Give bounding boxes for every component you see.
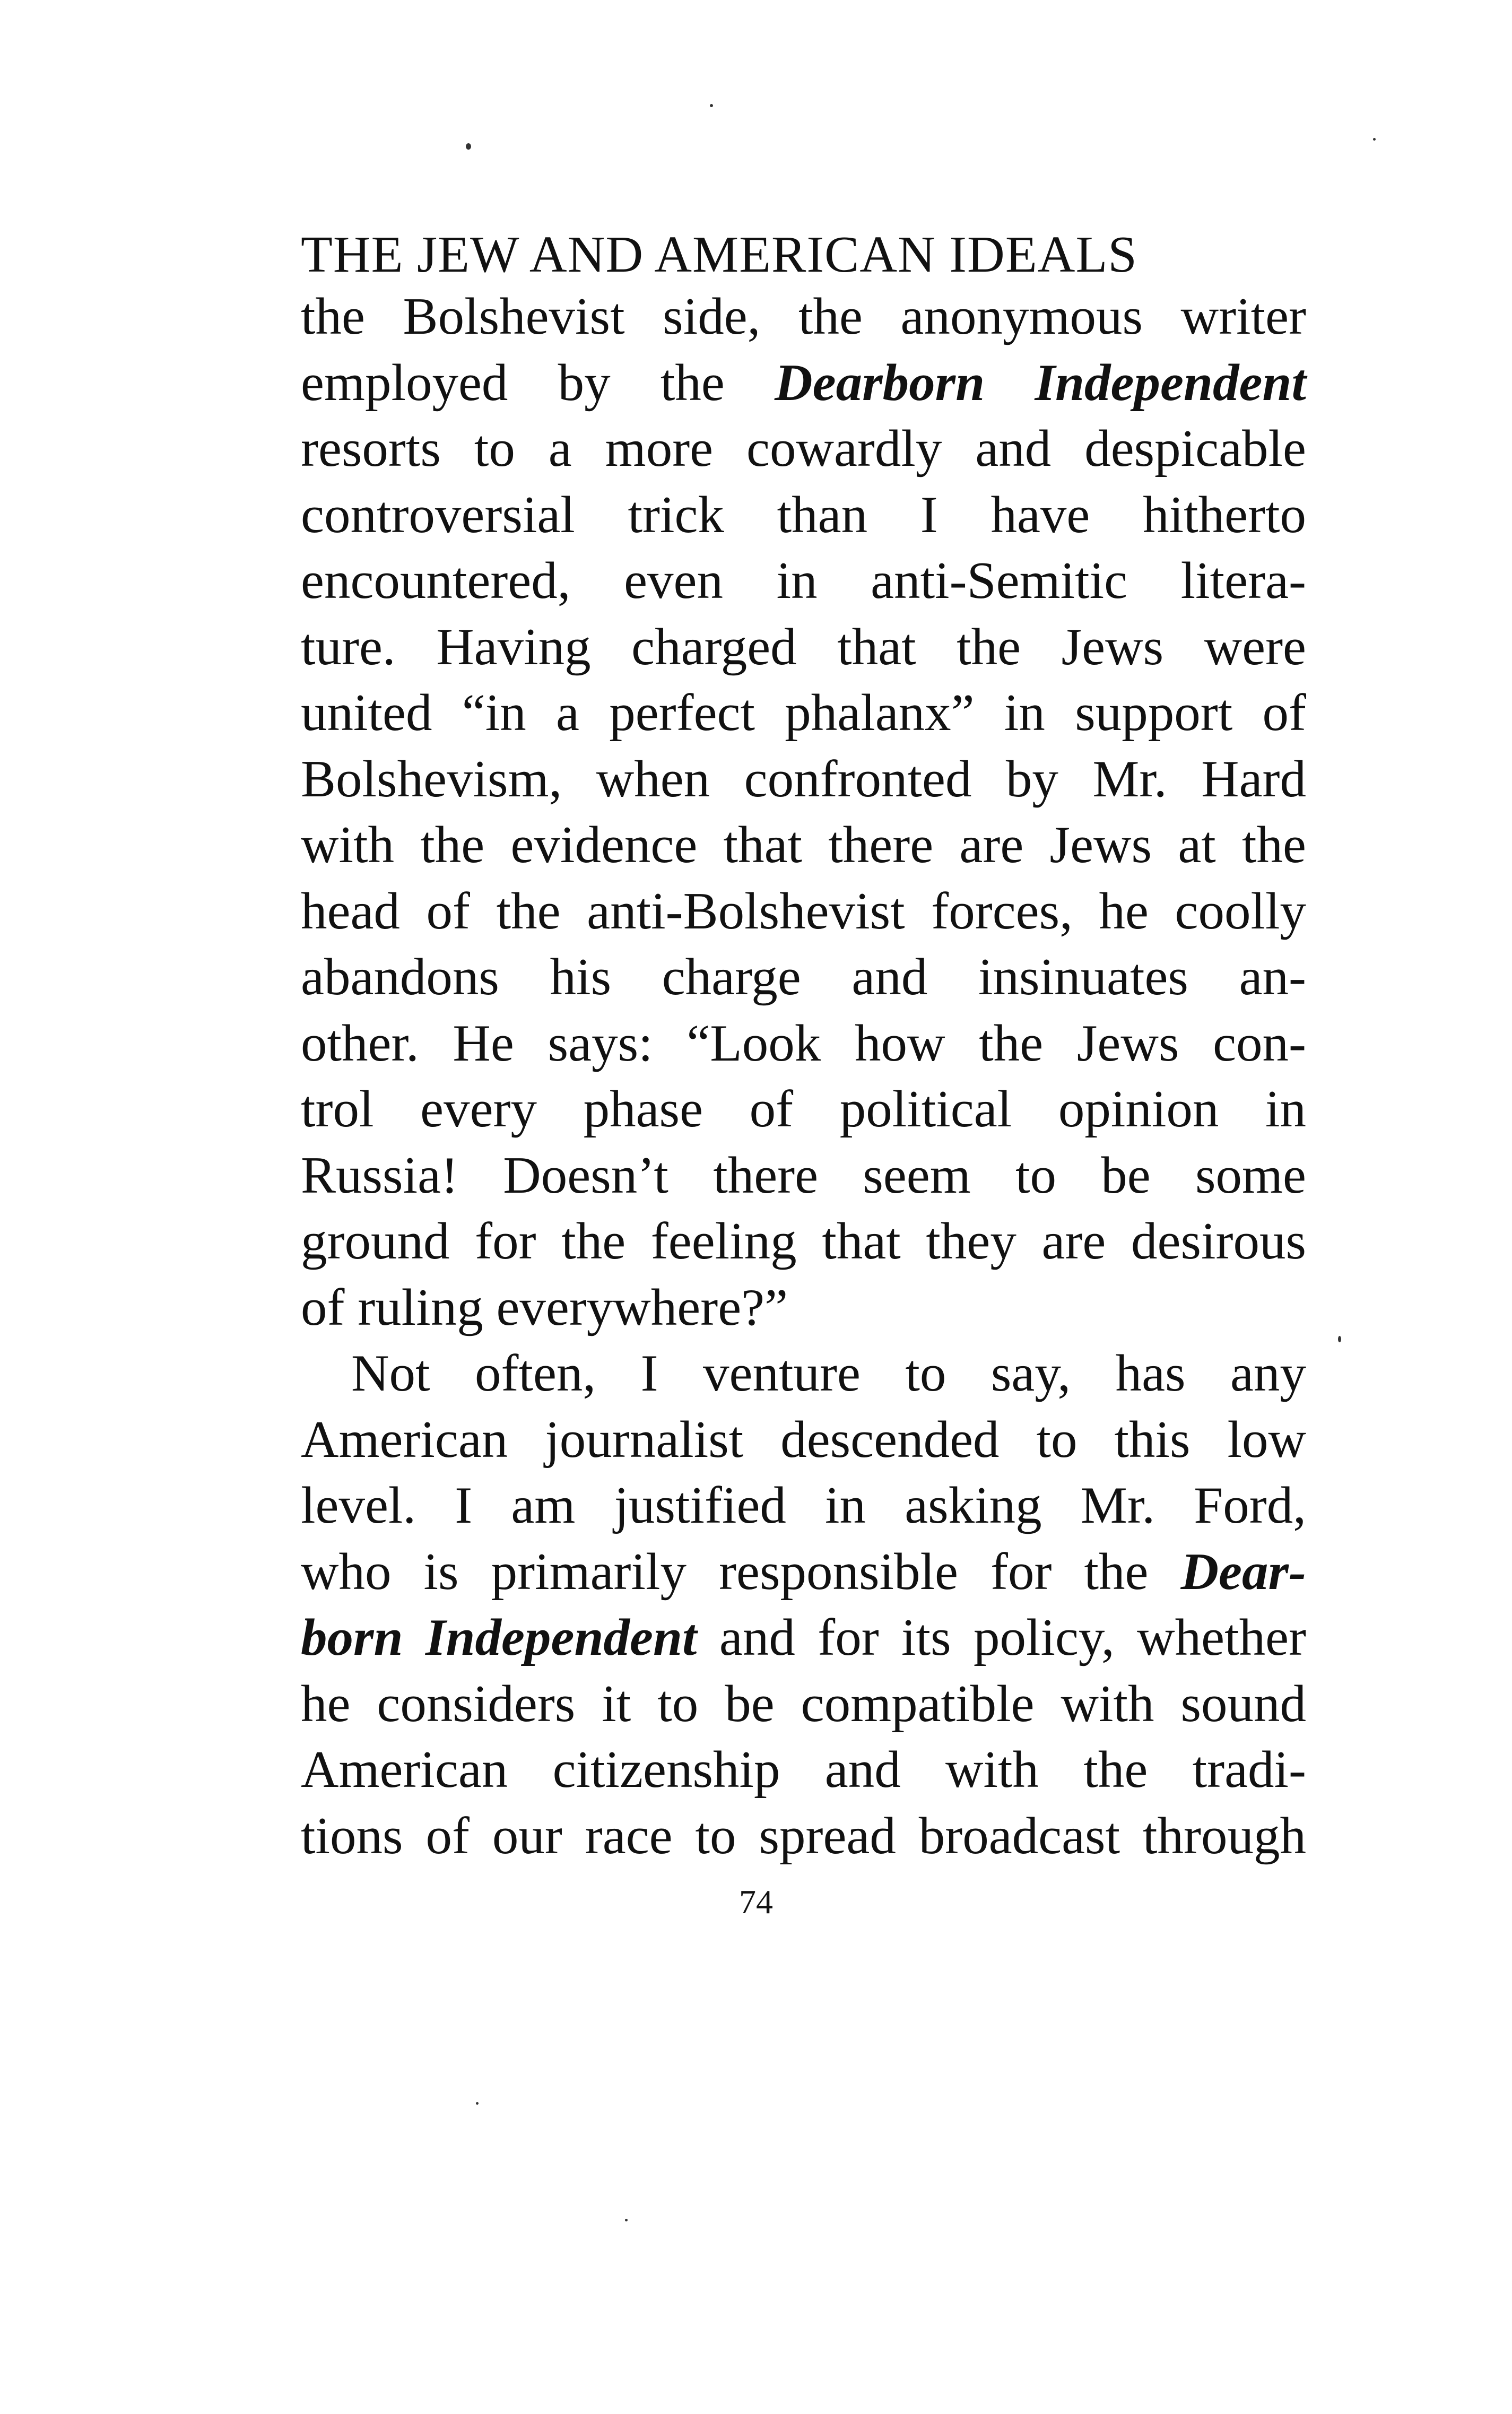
text-line: trol every phase of political opinion in <box>301 1080 1306 1138</box>
text-line: who is primarily responsible for the Dear- <box>301 1542 1306 1601</box>
scan-speck <box>1373 138 1376 141</box>
italic-title: born Independent <box>301 1609 697 1666</box>
text-line: ground for the feeling that they are desirous <box>301 1212 1306 1270</box>
text-line: born Independent and for its policy, whether <box>301 1609 1306 1666</box>
text-line: tions of our race to spread broadcast through <box>301 1807 1306 1865</box>
text-line: American citizenship and with the tradi- <box>301 1741 1306 1799</box>
scan-speck <box>466 143 471 150</box>
text-line: abandons his charge and insinuates an- <box>301 948 1306 1006</box>
text-line: the Bolshevist side, the anonymous writer <box>301 288 1306 345</box>
text-line: he considers it to be compatible with sound <box>301 1674 1306 1733</box>
text-line: head of the anti-Bolshevist forces, he coolly <box>301 882 1306 940</box>
page-number: 74 <box>739 1883 773 1921</box>
text-line: employed by the Dearborn Independent <box>301 353 1306 412</box>
text-line: Not often, I venture to say, has any <box>351 1344 1306 1402</box>
text-line: of ruling everywhere?” <box>301 1278 788 1336</box>
text-line: level. I am justified in asking Mr. Ford, <box>301 1477 1306 1534</box>
body-text <box>301 284 1306 1869</box>
scan-speck <box>625 2219 628 2221</box>
text-line: other. He says: “Look how the Jews con- <box>301 1014 1306 1072</box>
italic-title: Dearborn Independent <box>775 353 1306 412</box>
scan-speck <box>710 104 713 107</box>
text-line: encountered, even in anti-Semitic litera- <box>301 552 1306 610</box>
text-line: American journalist descended to this low <box>301 1410 1306 1469</box>
scan-speck <box>1338 1336 1341 1342</box>
scan-speck <box>476 2102 479 2105</box>
text-line: ture. Having charged that the Jews were <box>301 618 1306 676</box>
text-line: Russia! Doesn’t there seem to be some <box>301 1146 1306 1204</box>
italic-title: Dear- <box>1180 1542 1306 1601</box>
running-header: THE JEW AND AMERICAN IDEALS <box>301 226 1137 283</box>
text-line: Bolshevism, when confronted by Mr. Hard <box>301 750 1306 808</box>
text-line: resorts to a more cowardly and despicable <box>301 420 1306 477</box>
text-line: controversial trick than I have hitherto <box>301 485 1306 544</box>
text-line: with the evidence that there are Jews at the <box>301 816 1306 874</box>
text-line: united “in a perfect phalanx” in support of <box>301 684 1306 742</box>
